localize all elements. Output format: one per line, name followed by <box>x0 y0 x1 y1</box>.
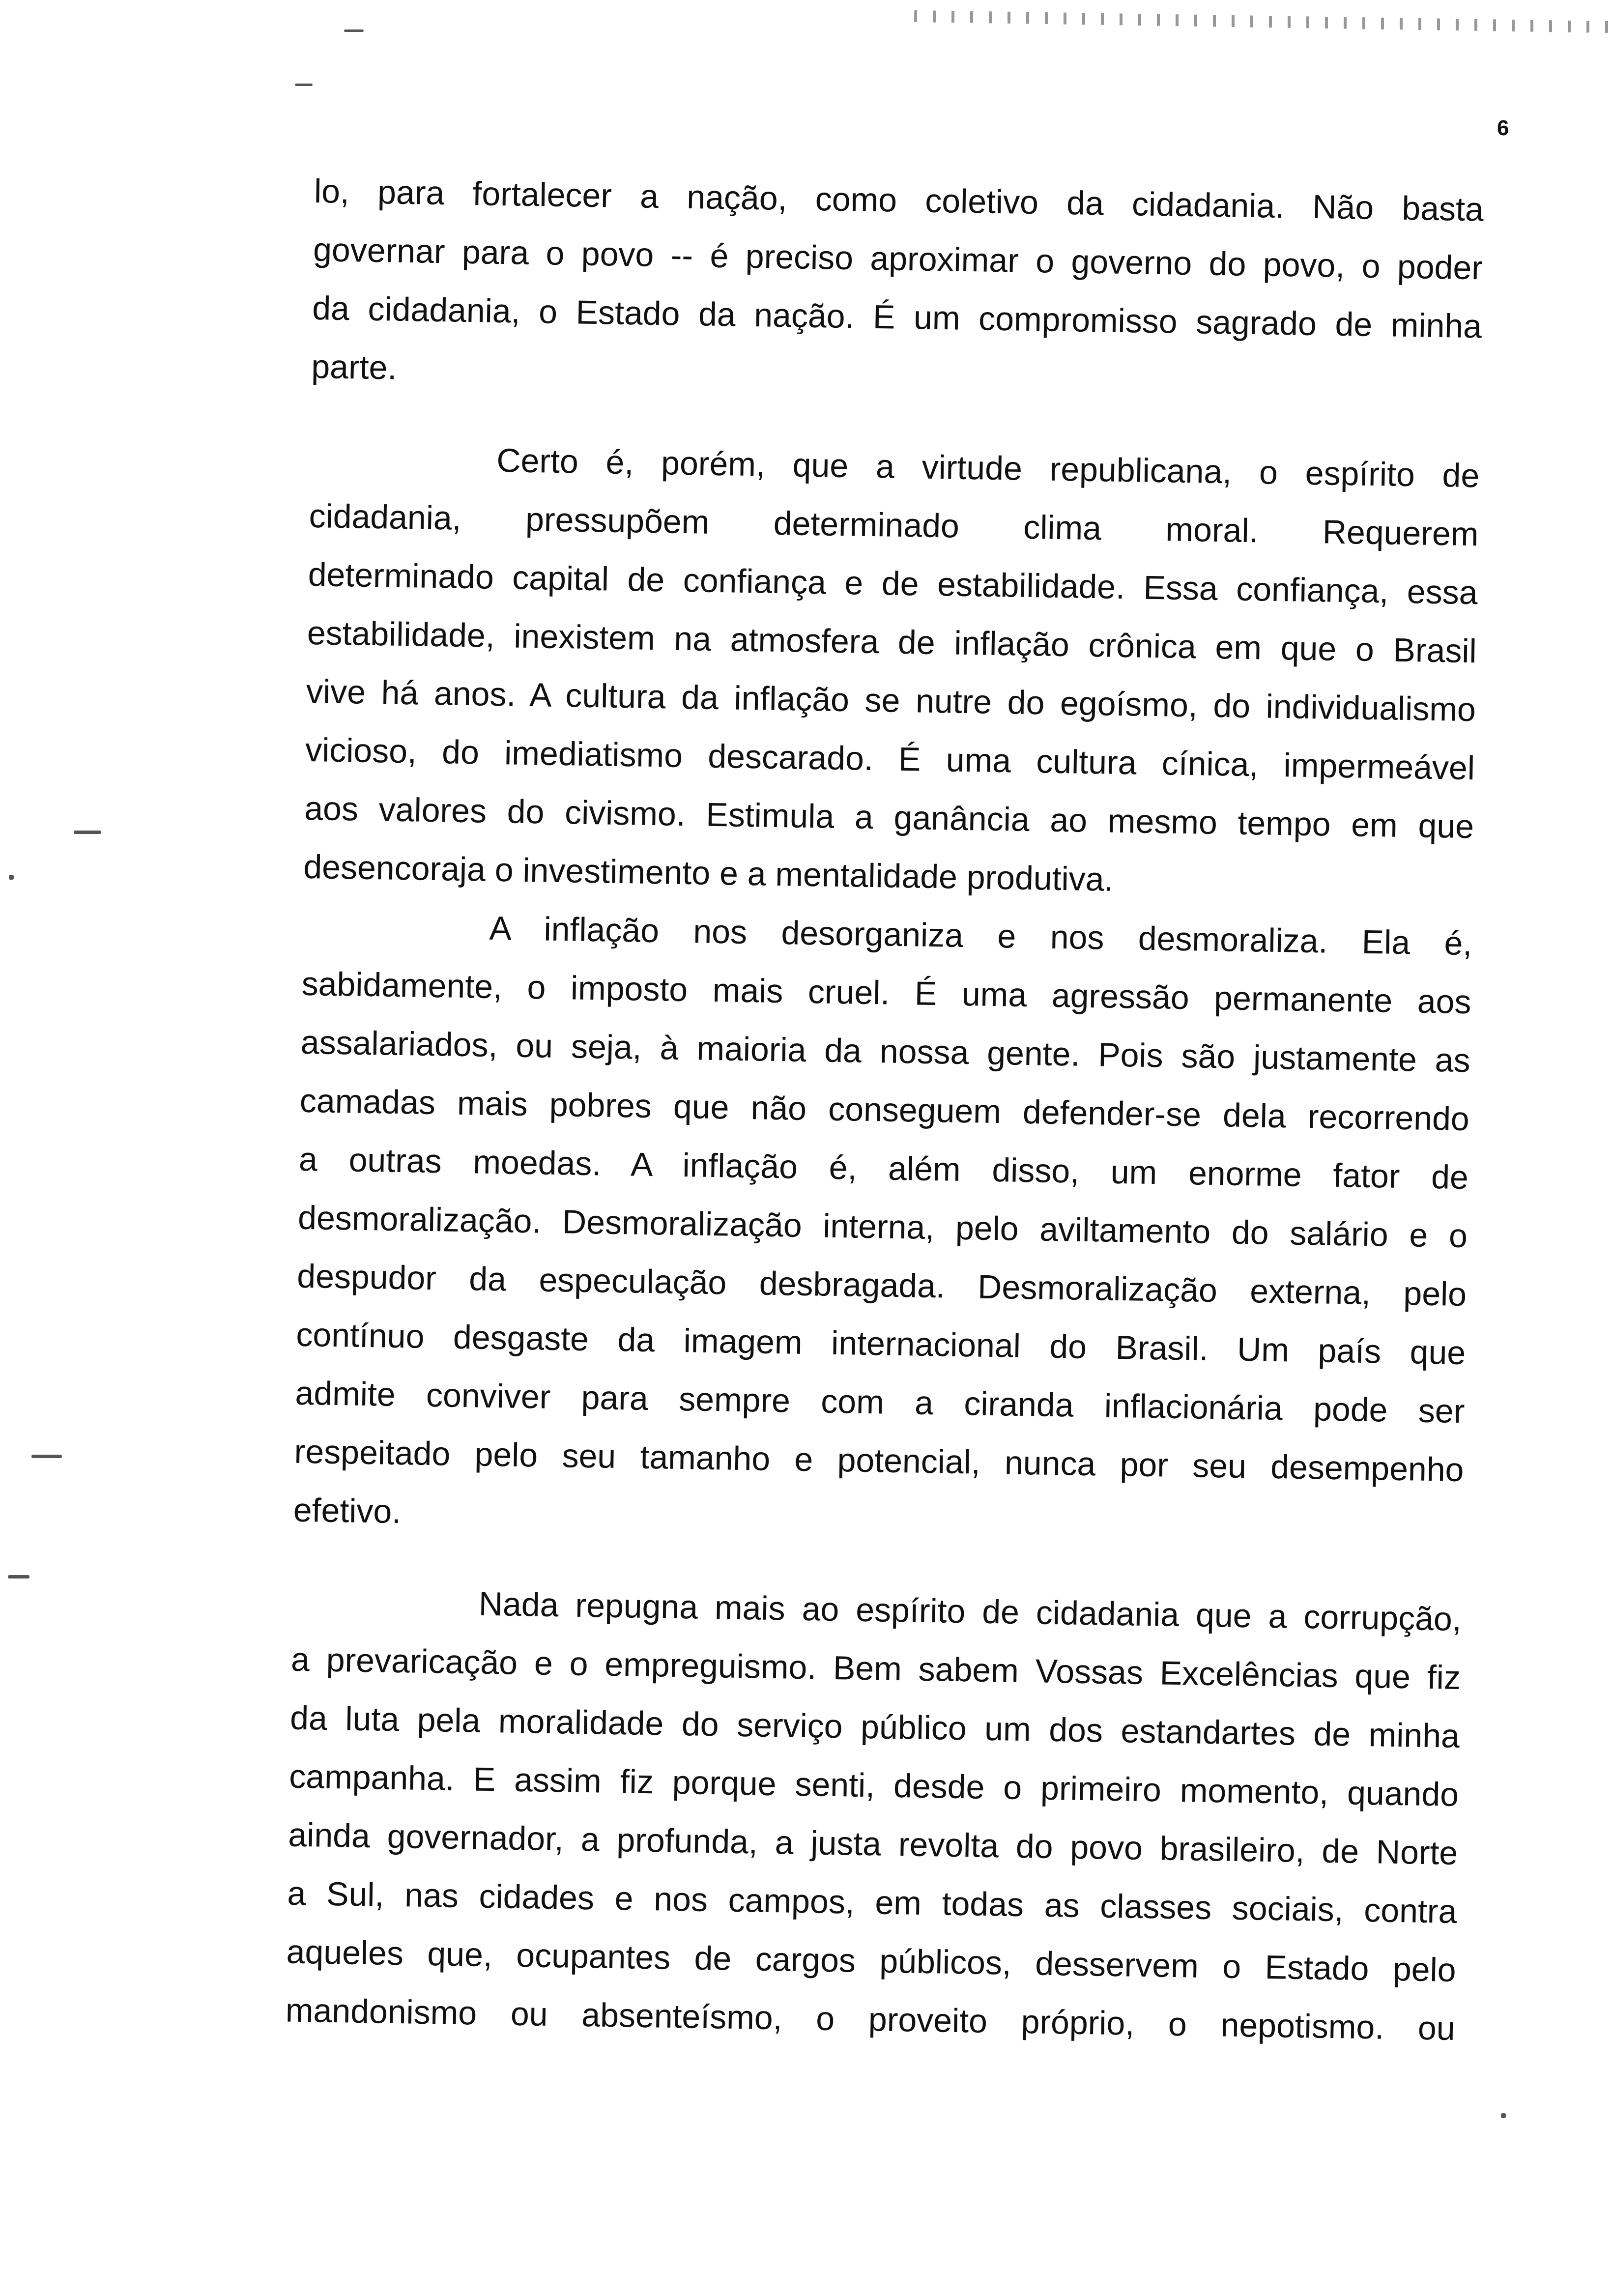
text-line: determinado capital de confiança e de estabilidade. Essa confiança, essa <box>308 555 1478 612</box>
text-line: vicioso, do imediatismo descarado. É uma cultura cínica, impermeável <box>305 731 1475 787</box>
page-number: 6 <box>1497 116 1509 140</box>
text-line: a outras moedas. A inflação é, além disso, um enorme fator de <box>298 1140 1469 1197</box>
paragraph <box>293 896 1472 1558</box>
text-line: mandonismo ou absenteísmo, o proveito próprio, o nepotismo. ou <box>285 1991 1456 2047</box>
text-line: desencoraja o investimento e a mentalidade produtiva. <box>303 848 1114 898</box>
text-line: assalariados, ou seja, à maioria da nossa gente. Pois são justamente as <box>300 1023 1471 1080</box>
text-line: a Sul, nas cidades e nos campos, em todas as classes sociais, contra <box>287 1874 1457 1930</box>
paragraph <box>303 429 1480 915</box>
scan-speck <box>8 1575 29 1578</box>
text-line: A inflação nos desorganiza e nos desmoraliza. Ela é, <box>489 909 1472 963</box>
scan-speck <box>9 875 14 880</box>
scan-speck <box>295 84 313 86</box>
text-line: Certo é, porém, que a virtude republicana, o espírito de <box>496 441 1480 495</box>
text-line: admite conviver para sempre com a ciranda inflacionária pode ser <box>295 1374 1465 1431</box>
text-line: contínuo desgaste da imagem internacional do Brasil. Um país que <box>295 1316 1466 1372</box>
scan-speck <box>1501 2113 1506 2118</box>
scan-speck <box>344 29 364 32</box>
text-line: Nada repugna mais ao espírito de cidadania que a corrupção, <box>478 1585 1462 1638</box>
text-line: da luta pela moralidade do serviço público um dos estandartes de minha <box>289 1699 1460 1755</box>
text-line: parte. <box>311 347 397 387</box>
text-line: despudor da especulação desbragada. Desmoralização externa, pelo <box>296 1257 1467 1314</box>
scan-speck <box>31 1455 62 1458</box>
body-text <box>285 162 1484 2058</box>
text-line: estabilidade, inexistem na atmosfera de inflação crônica em que o Brasil <box>307 614 1477 670</box>
text-line: respeitado pelo seu tamanho e potencial, nunca por seu desempenho <box>294 1433 1465 1489</box>
text-line: da cidadania, o Estado da nação. É um compromisso sagrado de minha <box>312 289 1482 345</box>
text-line: aqueles que, ocupantes de cargos públicos, desservem o Estado pelo <box>286 1933 1457 1989</box>
text-line: aos valores do civismo. Estimula a ganância ao mesmo tempo em que <box>304 789 1474 846</box>
scan-noise <box>914 10 1612 33</box>
text-line: ainda governador, a profunda, a justa revolta do povo brasileiro, de Norte <box>288 1816 1458 1872</box>
text-line: campanha. E assim fiz porque senti, desde o primeiro momento, quando <box>288 1757 1459 1813</box>
text-line: efetivo. <box>293 1491 402 1531</box>
text-line: vive há anos. A cultura da inflação se nutre do egoísmo, do individualismo <box>306 672 1476 729</box>
text-line: desmoralização. Desmoralização interna, pelo aviltamento do salário e o <box>297 1199 1468 1255</box>
text-line: cidadania, pressupõem determinado clima moral. Requerem <box>309 497 1479 553</box>
text-line: camadas mais pobres que não conseguem defender-se dela recorrendo <box>299 1082 1470 1138</box>
text-line: sabidamente, o imposto mais cruel. É uma agressão permanente aos <box>301 965 1472 1021</box>
text-line: governar para o povo -- é preciso aproximar o governo do povo, o poder <box>313 230 1483 287</box>
paragraph <box>285 1572 1462 2058</box>
paragraph <box>311 162 1484 414</box>
scan-speck <box>74 831 101 834</box>
text-line: lo, para fortalecer a nação, como coletivo da cidadania. Não basta <box>314 172 1484 229</box>
text-line: a prevaricação e o empreguismo. Bem sabem Vossas Excelências que fiz <box>290 1640 1461 1697</box>
